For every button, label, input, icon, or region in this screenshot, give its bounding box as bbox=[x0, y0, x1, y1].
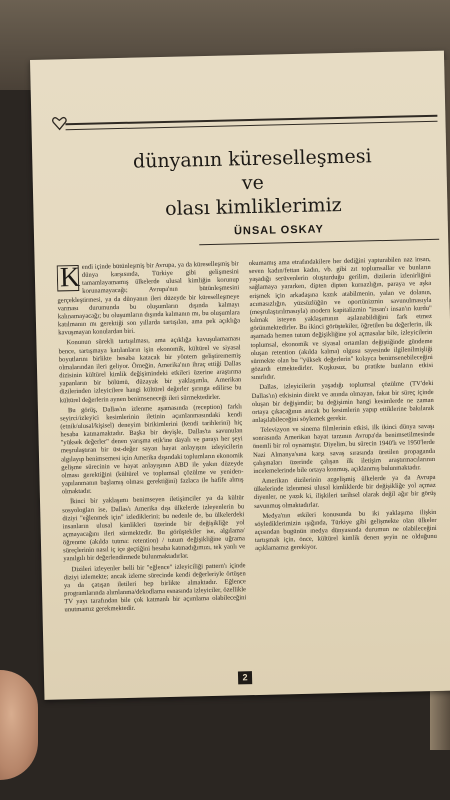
text-column-right bbox=[249, 256, 438, 556]
title-line: ve bbox=[241, 171, 265, 195]
paragraph: Amerikan dizilerinin azgelişmiş ülkelerde ya da Avrupa ülkelerinde izlenmesi ulusal kimliklerde bir değişikliğe yol açmaz diyenler, ne yazık ki, ilişkileri tarihsel olarak değil ağır bir görüş savunmuş olmaktadırlar. bbox=[253, 473, 437, 510]
page-number: 2 bbox=[238, 671, 252, 684]
paragraph: Konunun sürekli tartışılması, ama açıklığa kavuşulamaması bence, tartışmaya katılanların işin ekonomik, kültürel ve siyasal boyutlarını birlikte hesaba katacak bir yöntem geliştirememiş olmalarından ileri geliyor. Örneğin, Amerika'nın ihraç ettiği Dallas dizisinin kültürel kimlik değişimindeki etkileri üzerine araştırma yapanların bir bölümü, düzayak bir yaklaşımla, Amerikan dizilerinden izleyicilere hangi kültürel değerler şırınga edilirse bu kültürel değerlerin aynen benimseneceği ileri sürmektedirler. bbox=[58, 335, 242, 404]
text-column-left bbox=[57, 260, 247, 617]
author-rule bbox=[199, 239, 439, 245]
paragraph: Medya'nın etkileri konusunda bu iki yaklaşıma ilişkin söylediklerimizin ışığında, Türkiye gibi gelişmekte olan ülkeler açısından bugünün medya dünyasında durumun ne olabileceğini tartışmak için, önce, kültürel kimlik denen şeyin ne olduğunu açıklamamız gerekiyor. bbox=[254, 508, 437, 553]
paragraph: Dallas, izleyicilerin yaşadığı toplumsal çözülme (TV'deki Dallas'ın) etkisinin direkt ve anında olmayan, fakat bir süreç içinde oluşan bir değişimdir; bu değişimin hangi kesimlerde ne zaman ortaya çıkacağının ancak bu kesimlerin yapıp ettiklerine bakılarak anlaşılabileceğini söylemek gerekir. bbox=[251, 380, 435, 425]
paragraph: İkinci bir yaklaşımı benimseyen iletişimciler ya da kültür sosyologları ise, Dallas'ı Amerika dışı ülkelerde izleyenlerin bu diziyi "eğlenmek için" izlediklerini; bu nedenle de, bu ülkelerdeki insanların ulusal kimlikleri üzerinde bir değişikliğe yol açmayacağını ileri sürmektedir. Bu görüştekiler ise, algılama/öğrenme (akılda tutma: retention) / tutum değişikliğine uğrama süreçlerinin nasıl iç içe geçtiğini hesaba katmadığımızı, tek yanlı ve yanılgılı bir değerlendirmede bulunmaktadırlar. bbox=[62, 494, 246, 563]
title-line: olası kimliklerimiz bbox=[164, 193, 342, 220]
article-title bbox=[92, 143, 414, 222]
paragraph: Bu görüş, Dallas'ın izlenme aşamasında (reception) farklı seyirci/izleyici kesimlerinin iletinin açımlanmasındaki kendi (etnik/ulusal/kişisel) deneyim birikimlerini (kendi tarihlerini) hiç hesaba katmamaktadır. Başka bir deyişle, Dallas'ta savunulan "yüksek değerler" denen yarışma etik'ine dayalı ve parayı her şeyi meşrulaştıran bir üst-değer sayan hayat anlayışını izleyicilerin algılayıp benimsemesi için Amerika dışındaki toplumların ekonomik gelişme sürecinin ve hayat anlayışının ABD ile yakın düzeyde olması gerektiğini (kültürel ve toplumsal çözülme ve yeniden-yapılanmanın başlamış olması gerektiğini) fazlaca ile hafife almış olmaktadır. bbox=[60, 402, 244, 496]
magazine-page bbox=[30, 51, 450, 700]
thumb bbox=[0, 670, 38, 780]
author-name: ÜNSAL OSKAY bbox=[233, 223, 324, 238]
drop-cap: K bbox=[57, 265, 80, 291]
title-line: dünyanın küreselleşmesi bbox=[132, 145, 372, 173]
paragraph: Televizyon ve sinema filmlerinin etkisi, ilk ikinci dünya savaşı sonrasında Amerikan hayat tarzının Avrupa'da benimsetilmesinde önemli bir rol oynamıştır. Diyelim, bu sürecin 1940'lı ve 1950'lerde Nazi Almanya'sına karşı savaş sırasında üretilen propaganda çalışmaları üzerinde çalışan ilk iletişim araştırmacılarının incelemelerinde bile ortaya konmuş, açıklanmış bulunmaktadır. bbox=[252, 423, 436, 475]
paragraph: K endi içinde bütünleşmiş bir Avrupa, ya da küreselleşmiş bir dünya karşısında, Türkiye gibi gelişmesini tamamlayamamış ülkelerde ulusal kimliğin korunup korunamayacağı; Avrupa'nın bütünleşmesini gerçekleştirmesi, ya da dünyanın ileri düzeyde bir küreselleşmeye varması durumunda bu oluşumların dışında kalmayı kalınamayacağı; bu oluşumların dışında kalmanın mı, bu oluşumlara katılmanın mı gerektiği son yıllarda tartışılan, ama pek açıklığa kavuşmayan konulardan biri. bbox=[57, 260, 241, 337]
header-rule bbox=[65, 115, 437, 125]
paragraph: okumamış ama etrafındakilere her dediğini yapturabilen naz insan, seven kadın/fettan kadın, vb. gibi zıt toplumsallar ve bunların yaşadığı serüvenlerin oluşturduğu gerilim, dizilerin izlenirliğini sağlamaya yararken, dipten dipten kurnazlığın, paraya ve aşka erişmek için arkadaşına kazık atabilmenin, yalan ve dolanın, acımasızlığın, yüzsüzlüğün ve oportünizmin savunulmasıyla (meşrulaştırılmasıyla) modern kapitalizmin "insan'ı insan'ın kurdu" kılmak isteyen yaklaşımının aşılanabildiğini fark etmez görünmektedirler. Bu ikinci görüştekiler, öğretilen bu değerlerin, ilk aşamada hemen tutum değişikliğine yol açmasalar bile, izleyicilerin toplumsal, ekonomik ve siyasal ortamları değiştiğinde gündeme oluşan retention (akılda kalma) olgusu sayesinde ilgilenilmişliği sürmekte olan bu "yüksek değerlerin" kolayca benimsenebileceğini gözardı etmektedirler. Kuşkusuz, bu pratikte bunların etkisi sınırlıdır. bbox=[248, 255, 434, 382]
paragraph: Dizileri izleyenler belli bir "eğlence" izleyiciliği pattern'ı içinde diziyi izlemekte; ancak izleme sürecinde kendi değerleriyle örtüşen ya da çatışan iletileri hep birlikte almaktadır. Eğlence programlarında alımlanma/dekodlama esnasında izleyiciler, özellikle TV yayı tarafından bile çok katmanlı bir açımlama olabileceğini unutmamız gerekmektedir. bbox=[63, 561, 247, 614]
